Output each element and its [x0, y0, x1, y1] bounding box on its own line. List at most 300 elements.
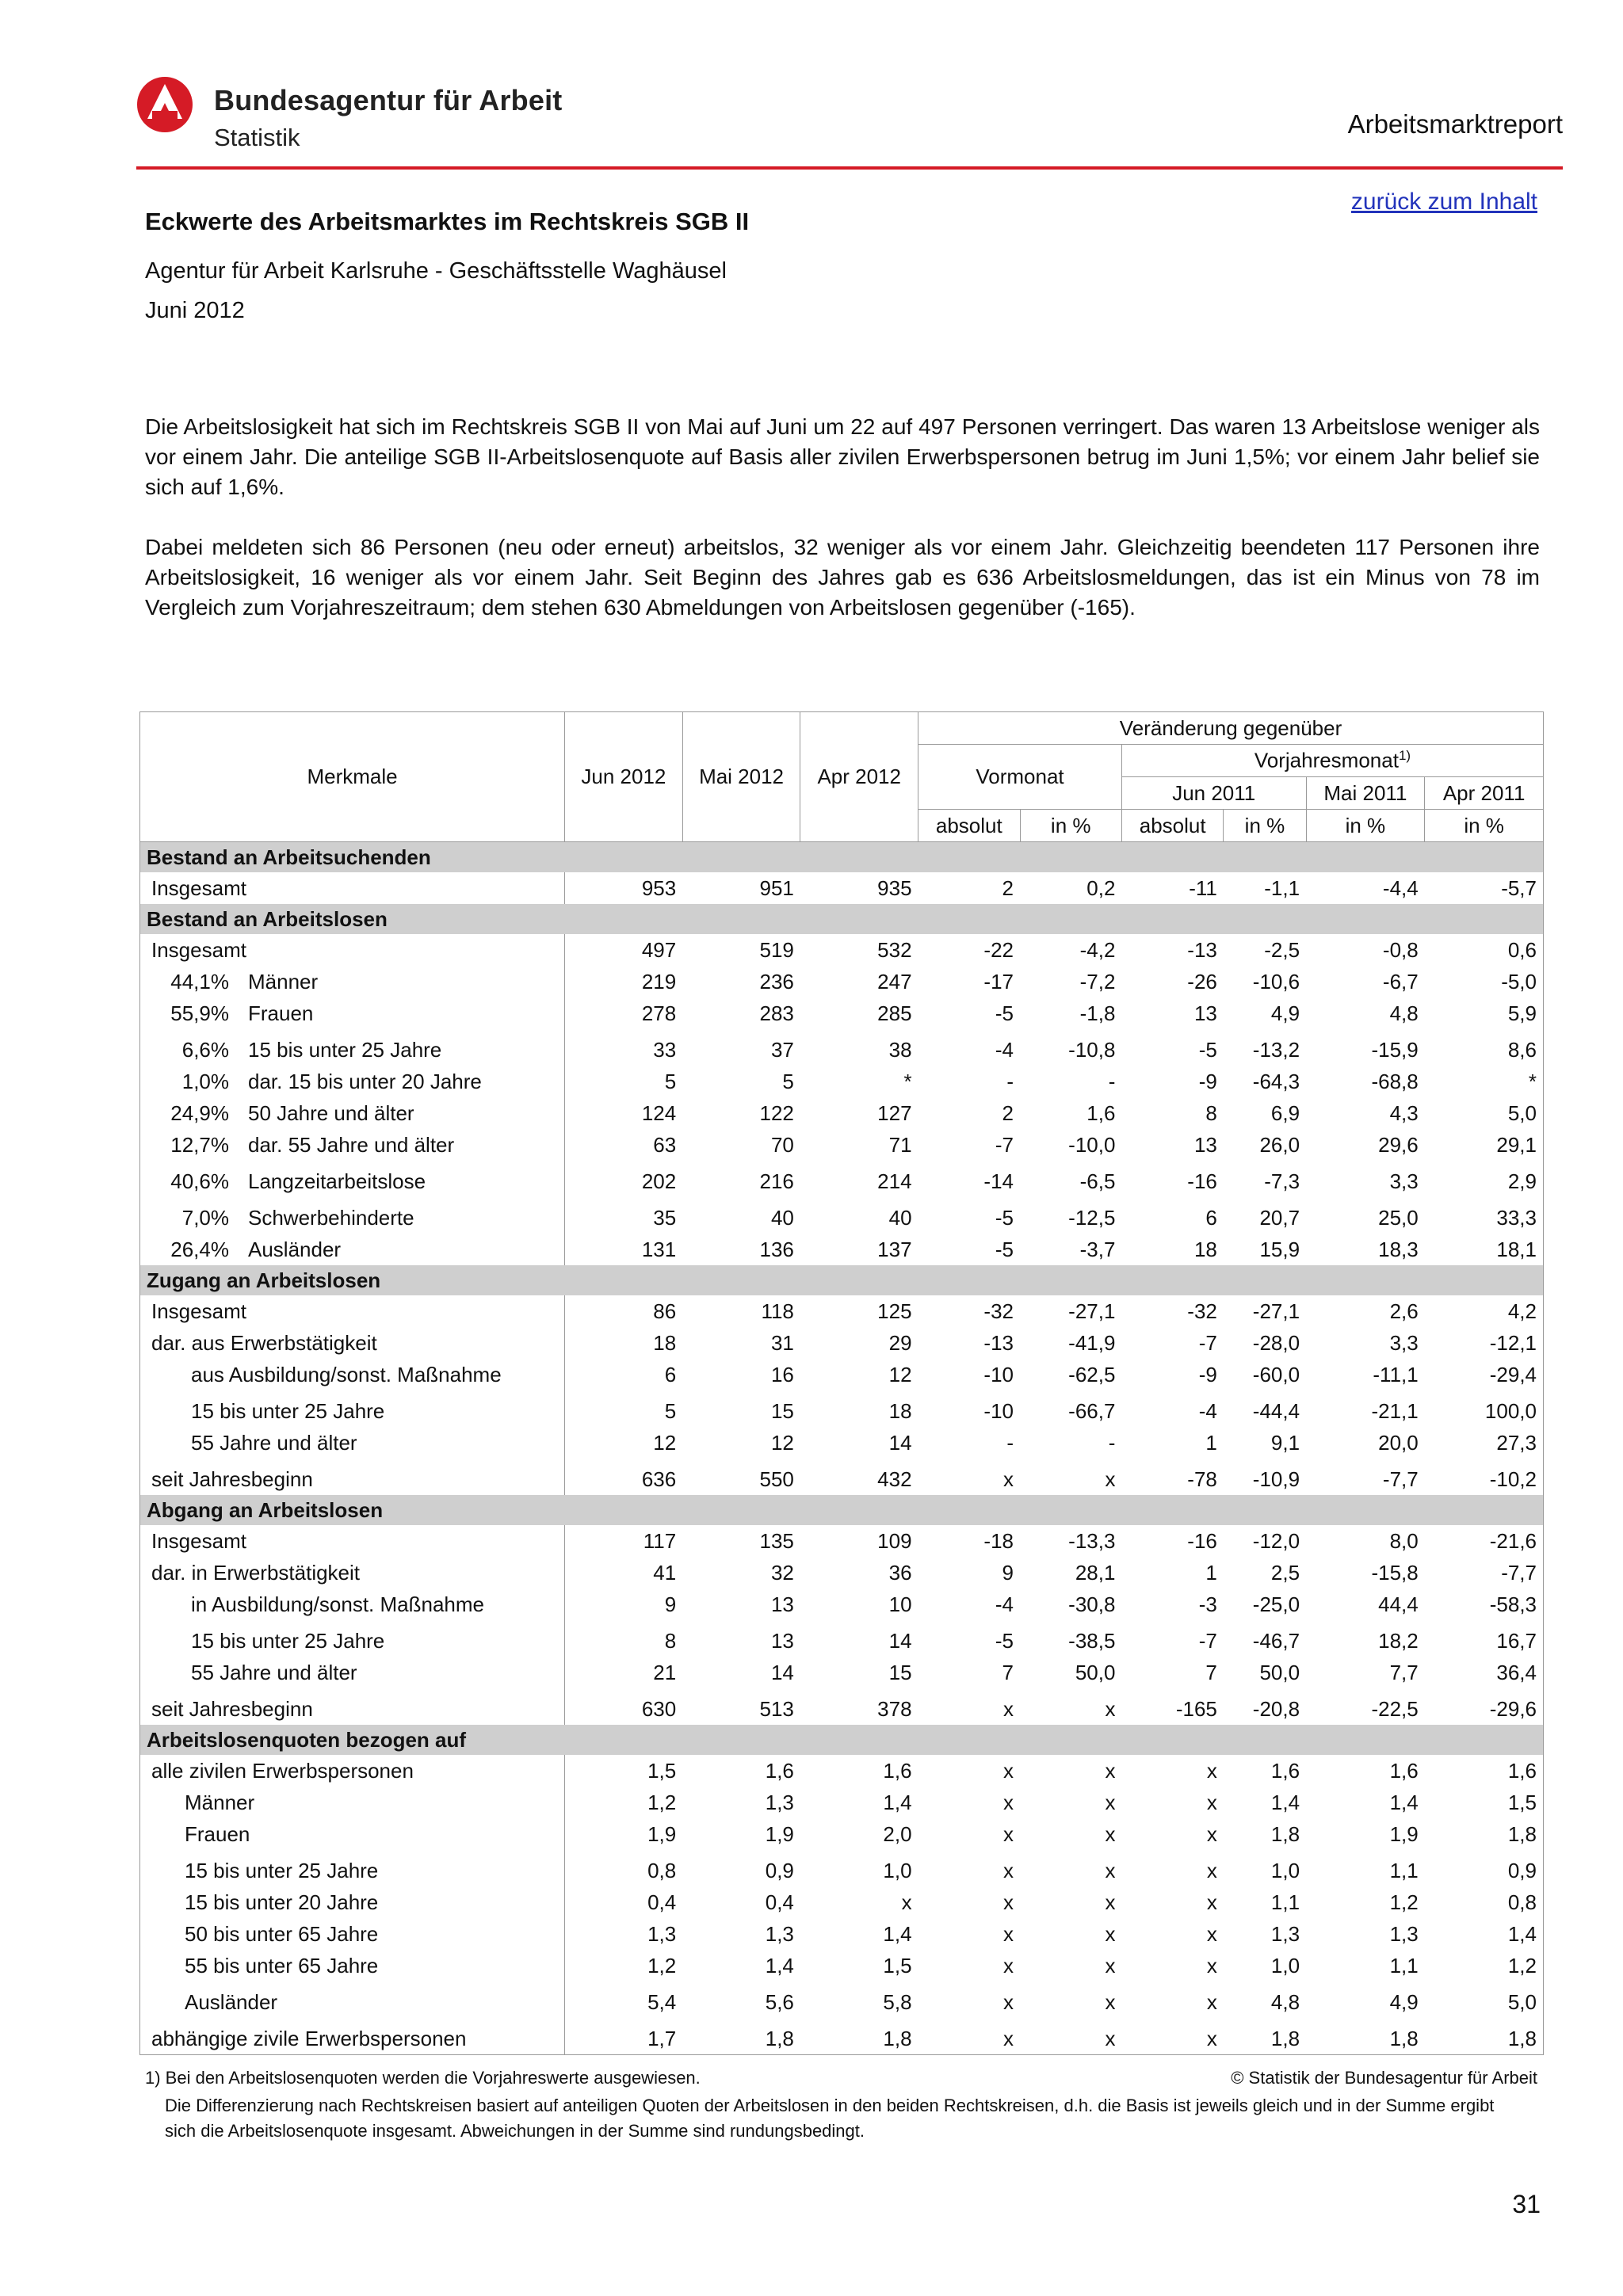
row-label: Ausländer	[248, 1237, 342, 1261]
col-mai-2011: Mai 2011	[1306, 777, 1425, 810]
value-cell: 32	[770, 1560, 794, 1585]
section-fill-cell	[1306, 1495, 1425, 1525]
value-cell: 12	[653, 1430, 677, 1455]
section-fill-cell	[1425, 1725, 1544, 1755]
value-cell: -	[1108, 1069, 1116, 1093]
section-fill-cell	[800, 1265, 918, 1295]
value-cell: 0,9	[1425, 1850, 1544, 1886]
value-cell: 35	[653, 1205, 677, 1230]
value-cell: 4,9	[1270, 1001, 1300, 1025]
value-cell: x	[1003, 1858, 1014, 1882]
value-cell: -4,4	[1382, 875, 1419, 900]
value-cell: 6,9	[1270, 1100, 1300, 1125]
value-cell: 1,7	[565, 2018, 683, 2055]
table-row	[140, 1359, 1544, 1390]
org-name: Bundesagentur für Arbeit	[214, 84, 563, 116]
value-cell: 15	[770, 1398, 794, 1423]
row-label-cell	[140, 1918, 565, 1950]
value-cell: -27,1	[1068, 1299, 1116, 1323]
value-cell: x	[1105, 1821, 1116, 1846]
value-cell: 12	[888, 1362, 912, 1386]
value-cell: -29,4	[1425, 1359, 1544, 1390]
value-cell: -6,7	[1382, 969, 1419, 994]
row-label: in Ausbildung/sonst. Maßnahme	[191, 1592, 484, 1616]
value-cell: 1,6	[883, 1758, 912, 1783]
value-cell: 3,3	[1389, 1169, 1419, 1193]
value-cell: 15	[888, 1660, 912, 1684]
value-cell: 214	[877, 1169, 912, 1193]
row-label: 50 Jahre und älter	[248, 1100, 414, 1125]
table-row	[140, 1787, 1544, 1818]
table-row	[140, 1818, 1544, 1850]
value-cell: 0,2	[1086, 875, 1116, 900]
row-share-pct: 24,9%	[170, 1100, 229, 1125]
value-cell: 33	[653, 1037, 677, 1062]
value-cell: 13	[770, 1628, 794, 1653]
value-cell: -3	[1198, 1592, 1217, 1616]
value-cell: x	[1003, 1758, 1014, 1783]
row-label-cell	[140, 1657, 565, 1688]
value-cell: 0,6	[1425, 934, 1544, 966]
value-cell: 1,6	[1270, 1758, 1300, 1783]
value-cell: x	[1105, 1953, 1116, 1978]
value-cell: x	[1105, 1758, 1116, 1783]
value-cell: 37	[770, 1037, 794, 1062]
row-label-cell	[140, 1390, 565, 1427]
value-cell: -11,1	[1373, 1362, 1419, 1386]
value-cell: -10,0	[1068, 1132, 1116, 1157]
value-cell: x	[1003, 1890, 1014, 1914]
value-cell: -21,1	[1371, 1398, 1419, 1423]
col-vorjahresmonat	[1121, 745, 1543, 777]
value-cell: 125	[877, 1299, 912, 1323]
table-row	[140, 1390, 1544, 1427]
section-fill-cell	[682, 1265, 800, 1295]
header-rule	[136, 166, 1563, 170]
value-cell: 1	[1205, 1430, 1217, 1455]
value-cell: 1,9	[765, 1821, 794, 1846]
section-fill-cell	[1306, 1725, 1425, 1755]
row-label: Langzeitarbeitslose	[248, 1169, 426, 1193]
value-cell: -9	[1198, 1362, 1217, 1386]
back-to-contents-link[interactable]: zurück zum Inhalt	[1350, 189, 1537, 215]
value-cell: x	[901, 1890, 912, 1914]
value-cell: -62,5	[1068, 1362, 1116, 1386]
value-cell: 236	[759, 969, 794, 994]
footnote-1: 1) Bei den Arbeitslosenquoten werden die Vorjahreswerte ausgewiesen.	[145, 2068, 701, 2088]
section-fill-cell	[800, 1725, 918, 1755]
col-vormonat: Vormonat	[918, 745, 1122, 810]
value-cell: -16	[1187, 1169, 1217, 1193]
table-section-header	[140, 1265, 1544, 1295]
section-fill-cell	[800, 1495, 918, 1525]
value-cell: -15,9	[1371, 1037, 1419, 1062]
value-cell: x	[1206, 1890, 1217, 1914]
table-row	[140, 997, 1544, 1029]
value-cell: 5,0	[1425, 1981, 1544, 2018]
value-cell: -5	[1198, 1037, 1217, 1062]
value-cell: 285	[877, 1001, 912, 1025]
row-share-pct: 26,4%	[170, 1237, 229, 1261]
row-label-cell	[140, 1886, 565, 1918]
section-fill-cell	[1306, 904, 1425, 934]
value-cell: 2	[1002, 875, 1014, 900]
table-row	[140, 1657, 1544, 1688]
value-cell: 1,4	[883, 1790, 912, 1814]
value-cell: 18	[653, 1330, 677, 1355]
value-cell: 3,3	[1389, 1330, 1419, 1355]
section-fill-cell	[1224, 1265, 1306, 1295]
section-fill-cell	[1121, 904, 1223, 934]
ba-logo-icon	[136, 76, 193, 139]
row-label-cell	[140, 1459, 565, 1495]
row-label-cell	[140, 1981, 565, 2018]
row-label-cell	[140, 1359, 565, 1390]
value-cell: 1,8	[800, 2018, 918, 2055]
value-cell: -78	[1187, 1466, 1217, 1491]
value-cell: 5	[782, 1069, 794, 1093]
value-cell: 1,4	[1425, 1918, 1544, 1950]
row-label: dar. 15 bis unter 20 Jahre	[248, 1069, 482, 1093]
value-cell: x	[1105, 1921, 1116, 1946]
table-row	[140, 1129, 1544, 1161]
col-merkmale: Merkmale	[140, 712, 565, 842]
value-cell: 1,3	[1389, 1921, 1419, 1946]
col-jun-2011-absolut: absolut	[1121, 810, 1223, 842]
org-subtitle: Statistik	[214, 124, 300, 151]
section-fill-cell	[1224, 1495, 1306, 1525]
value-cell: 1,1	[1389, 1953, 1419, 1978]
section-fill-cell	[682, 1495, 800, 1525]
value-cell: 497	[641, 937, 677, 962]
col-mai-2011-pct: in %	[1306, 810, 1425, 842]
value-cell: 31	[770, 1330, 794, 1355]
value-cell: -5	[995, 1237, 1014, 1261]
value-cell: 16,7	[1425, 1620, 1544, 1657]
value-cell: x	[1121, 2018, 1223, 2055]
section-fill-cell	[565, 842, 683, 873]
value-cell: 283	[759, 1001, 794, 1025]
value-cell: x	[918, 2018, 1020, 2055]
value-cell: 1,5	[1425, 1787, 1544, 1818]
value-cell: -14	[983, 1169, 1014, 1193]
value-cell: 1,2	[647, 1953, 677, 1978]
row-label-cell	[140, 872, 565, 904]
value-cell: x	[1206, 1921, 1217, 1946]
value-cell: -165	[1175, 1696, 1217, 1721]
value-cell: 1,2	[1389, 1890, 1419, 1914]
value-cell: -27,1	[1252, 1299, 1300, 1323]
value-cell: 247	[877, 969, 912, 994]
section-fill-cell	[1425, 842, 1544, 873]
value-cell: 50,0	[1075, 1660, 1116, 1684]
value-cell: -12,1	[1425, 1327, 1544, 1359]
value-cell: 1,2	[647, 1790, 677, 1814]
value-cell: x	[1003, 1921, 1014, 1946]
row-label-cell	[140, 1197, 565, 1234]
value-cell: 12	[770, 1430, 794, 1455]
section-fill-cell	[1121, 1495, 1223, 1525]
value-cell: -	[1108, 1430, 1116, 1455]
value-cell: *	[1425, 1066, 1544, 1097]
value-cell: 1,1	[1389, 1858, 1419, 1882]
row-label: dar. 55 Jahre und älter	[248, 1132, 455, 1157]
value-cell: -15,8	[1371, 1560, 1419, 1585]
table-row	[140, 2018, 1544, 2055]
value-cell: -12,5	[1068, 1205, 1116, 1230]
value-cell: 7	[1205, 1660, 1217, 1684]
table-row	[140, 1427, 1544, 1459]
report-period: Juni 2012	[145, 298, 245, 323]
value-cell: -13,3	[1068, 1528, 1116, 1553]
row-share-pct: 12,7%	[170, 1132, 229, 1157]
row-label: aus Ausbildung/sonst. Maßnahme	[191, 1362, 502, 1386]
table-row	[140, 1688, 1544, 1725]
value-cell: -	[1006, 1069, 1014, 1093]
table-row	[140, 1197, 1544, 1234]
value-cell: 0,9	[765, 1858, 794, 1882]
row-label-cell	[140, 934, 565, 966]
table-row	[140, 1557, 1544, 1589]
table-row	[140, 1097, 1544, 1129]
value-cell: 1,6	[1389, 1758, 1419, 1783]
value-cell: 1,0	[1270, 1953, 1300, 1978]
row-label-cell	[140, 1029, 565, 1066]
value-cell: 9	[1002, 1560, 1014, 1585]
footnote-2: Die Differenzierung nach Rechtskreisen basiert auf anteiligen Quoten der Arbeitslosen in den beiden Rechtskreisen, d.h. die Basis ist jeweils gleich und in der Summe ergibt sich die Arbeitslosenquote insgesamt. Abweichungen in der Summe sind rundungsbedingt.	[165, 2096, 1495, 2141]
value-cell: 1,1	[1270, 1890, 1300, 1914]
value-cell: 9,1	[1270, 1430, 1300, 1455]
section-fill-cell	[800, 904, 918, 934]
value-cell: 1,8	[1270, 1821, 1300, 1846]
value-cell: -64,3	[1252, 1069, 1300, 1093]
value-cell: -30,8	[1068, 1592, 1116, 1616]
row-label: 50 bis unter 65 Jahre	[185, 1921, 379, 1946]
value-cell: 131	[641, 1237, 677, 1261]
value-cell: 40	[888, 1205, 912, 1230]
row-label: Frauen	[248, 1001, 314, 1025]
value-cell: 4,9	[1389, 1989, 1419, 2014]
value-cell: -26	[1187, 969, 1217, 994]
value-cell: x	[1206, 1821, 1217, 1846]
value-cell: -17	[983, 969, 1014, 994]
value-cell: 378	[877, 1696, 912, 1721]
value-cell: -5	[995, 1001, 1014, 1025]
value-cell: 41	[653, 1560, 677, 1585]
value-cell: 532	[877, 937, 912, 962]
value-cell: -2,5	[1264, 937, 1300, 962]
section-fill-cell	[1020, 1265, 1121, 1295]
value-cell: -7,7	[1382, 1466, 1419, 1491]
value-cell: x	[1206, 1758, 1217, 1783]
value-cell: x	[1105, 1466, 1116, 1491]
row-label-cell	[140, 1950, 565, 1981]
value-cell: 18,2	[1378, 1628, 1419, 1653]
page-title: Eckwerte des Arbeitsmarktes im Rechtskreis SGB II	[145, 208, 750, 235]
table-section-header	[140, 842, 1544, 873]
footnote-marker: 1)	[1398, 748, 1411, 764]
table-section-header	[140, 1725, 1544, 1755]
value-cell: x	[1105, 1790, 1116, 1814]
row-label-cell	[140, 966, 565, 997]
row-label-cell	[140, 1234, 565, 1265]
value-cell: -12,0	[1252, 1528, 1300, 1553]
row-share-pct: 40,6%	[170, 1169, 229, 1193]
section-fill-cell	[918, 1265, 1020, 1295]
value-cell: 21	[653, 1660, 677, 1684]
table-row	[140, 1755, 1544, 1787]
value-cell: 10	[888, 1592, 912, 1616]
value-cell: -4	[995, 1592, 1014, 1616]
value-cell: -3,7	[1079, 1237, 1116, 1261]
table-section-header	[140, 1495, 1544, 1525]
value-cell: -1,8	[1079, 1001, 1116, 1025]
row-label: seit Jahresbeginn	[151, 1696, 313, 1721]
col-apr-2011-pct: in %	[1425, 810, 1544, 842]
row-label-cell	[140, 997, 565, 1029]
value-cell: 40	[770, 1205, 794, 1230]
value-cell: 2,9	[1425, 1161, 1544, 1197]
value-cell: 18	[888, 1398, 912, 1423]
row-label-cell	[140, 1787, 565, 1818]
value-cell: 953	[641, 875, 677, 900]
value-cell: x	[1105, 1696, 1116, 1721]
vorjahresmonat-label: Vorjahresmonat	[1254, 748, 1399, 772]
value-cell: x	[1206, 1953, 1217, 1978]
value-cell: 5,6	[765, 1989, 794, 2014]
value-cell: 38	[888, 1037, 912, 1062]
value-cell: x	[1003, 1696, 1014, 1721]
value-cell: -60,0	[1252, 1362, 1300, 1386]
value-cell: 5,0	[1425, 1097, 1544, 1129]
row-label: Frauen	[185, 1821, 250, 1846]
value-cell: -10,8	[1068, 1037, 1116, 1062]
row-label-cell	[140, 1129, 565, 1161]
value-cell: 5,9	[1425, 997, 1544, 1029]
value-cell: 36,4	[1425, 1657, 1544, 1688]
value-cell: 8,0	[1389, 1528, 1419, 1553]
value-cell: 14	[888, 1628, 912, 1653]
col-vormonat-absolut: absolut	[918, 810, 1020, 842]
value-cell: 0,8	[647, 1858, 677, 1882]
table-row	[140, 1066, 1544, 1097]
table-row	[140, 1029, 1544, 1066]
value-cell: 636	[641, 1466, 677, 1491]
table-row	[140, 1850, 1544, 1886]
value-cell: -41,9	[1068, 1330, 1116, 1355]
row-label-cell	[140, 1525, 565, 1557]
value-cell: 8	[1205, 1100, 1217, 1125]
row-label: 55 Jahre und älter	[191, 1660, 357, 1684]
row-label: Insgesamt	[151, 1528, 246, 1553]
table-row	[140, 1295, 1544, 1327]
section-fill-cell	[1425, 1495, 1544, 1525]
value-cell: 20,7	[1259, 1205, 1300, 1230]
value-cell: -10,6	[1252, 969, 1300, 994]
row-label: 15 bis unter 20 Jahre	[185, 1890, 379, 1914]
section-fill-cell	[1121, 1725, 1223, 1755]
value-cell: -10	[983, 1398, 1014, 1423]
value-cell: 1,0	[883, 1858, 912, 1882]
row-label: seit Jahresbeginn	[151, 1466, 313, 1491]
row-label: Insgesamt	[151, 1299, 246, 1323]
row-label: Männer	[248, 969, 319, 994]
col-vormonat-pct: in %	[1020, 810, 1121, 842]
value-cell: 29	[888, 1330, 912, 1355]
value-cell: 1,2	[1425, 1950, 1544, 1981]
value-cell: 135	[759, 1528, 794, 1553]
value-cell: 136	[759, 1237, 794, 1261]
page-subtitle: Agentur für Arbeit Karlsruhe - Geschäftsstelle Waghäusel	[145, 258, 727, 284]
value-cell: -29,6	[1425, 1688, 1544, 1725]
row-label-cell	[140, 1066, 565, 1097]
col-jun-2011: Jun 2011	[1121, 777, 1306, 810]
value-cell: 1,5	[883, 1953, 912, 1978]
value-cell: 0,4	[765, 1890, 794, 1914]
value-cell: 1,9	[1389, 1821, 1419, 1846]
row-label-cell	[140, 1097, 565, 1129]
value-cell: -13,2	[1252, 1037, 1300, 1062]
section-fill-cell	[565, 1495, 683, 1525]
table-row	[140, 1161, 1544, 1197]
labor-market-table	[139, 711, 1544, 2055]
table-row	[140, 872, 1544, 904]
value-cell: 1,5	[647, 1758, 677, 1783]
section-label: Abgang an Arbeitslosen	[140, 1495, 565, 1525]
section-fill-cell	[1425, 1265, 1544, 1295]
value-cell: -7,7	[1425, 1557, 1544, 1589]
value-cell: 27,3	[1425, 1427, 1544, 1459]
value-cell: 0,4	[647, 1890, 677, 1914]
value-cell: 9	[664, 1592, 677, 1616]
section-fill-cell	[800, 842, 918, 873]
section-fill-cell	[1020, 904, 1121, 934]
value-cell: 63	[653, 1132, 677, 1157]
value-cell: 5,8	[883, 1989, 912, 2014]
row-label-cell	[140, 1427, 565, 1459]
value-cell: 100,0	[1425, 1390, 1544, 1427]
row-label-cell	[140, 1818, 565, 1850]
value-cell: -16	[1187, 1528, 1217, 1553]
table-row	[140, 1950, 1544, 1981]
table-row	[140, 1886, 1544, 1918]
value-cell: -25,0	[1252, 1592, 1300, 1616]
report-label: Arbeitsmarktreport	[1347, 109, 1563, 139]
value-cell: 202	[641, 1169, 677, 1193]
value-cell: 1,4	[1389, 1790, 1419, 1814]
value-cell: 117	[643, 1528, 677, 1553]
value-cell: 26,0	[1259, 1132, 1300, 1157]
col-apr-2012: Apr 2012	[800, 712, 918, 842]
value-cell: -10,2	[1425, 1459, 1544, 1495]
value-cell: -5	[995, 1205, 1014, 1230]
value-cell: -4	[995, 1037, 1014, 1062]
value-cell: 122	[759, 1100, 794, 1125]
value-cell: 33,3	[1425, 1197, 1544, 1234]
page-number: 31	[1512, 2190, 1541, 2218]
section-label: Bestand an Arbeitsuchenden	[140, 842, 565, 873]
value-cell: -10,9	[1252, 1466, 1300, 1491]
table-row	[140, 966, 1544, 997]
value-cell: 5	[664, 1398, 677, 1423]
value-cell: 118	[761, 1299, 794, 1323]
row-label: Insgesamt	[151, 875, 246, 900]
value-cell: -32	[1187, 1299, 1217, 1323]
value-cell: 630	[641, 1696, 677, 1721]
value-cell: 4,3	[1389, 1100, 1419, 1125]
section-fill-cell	[682, 904, 800, 934]
section-fill-cell	[1121, 842, 1223, 873]
